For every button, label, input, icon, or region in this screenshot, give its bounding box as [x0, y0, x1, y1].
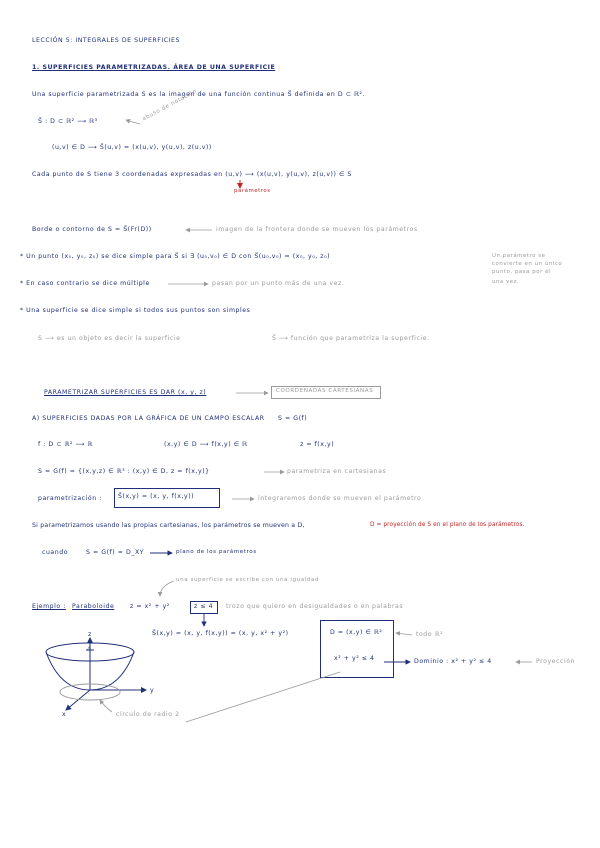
param-label: parametrización : [38, 495, 102, 502]
cuando-label: cuando [42, 549, 69, 556]
param-box-text: S⃗(x,y) = (x, y, f(x,y)) [118, 493, 195, 500]
borde-note: imagen de la frontera donde se mueven los parámetros [216, 226, 418, 233]
simple-note-4: una vez. [492, 279, 520, 285]
param-title: PARAMETRIZAR SUPERFICIES ES DAR (x, y, z) [44, 389, 207, 396]
cuando-note: plano de los parámetros [176, 549, 257, 555]
lesson-title: LECCIÓN 5: INTEGRALES DE SUPERFICIES [32, 37, 180, 44]
example-param: S⃗(x,y) = (x, y, f(x,y)) = (x, y, x² + y²) [152, 630, 289, 637]
f-map: f : D ⊂ ℝ² ⟶ ℝ [38, 441, 93, 448]
s-function-note: S⃗ ⟶ función que parametriza la superficie. [272, 335, 430, 342]
coordinates-line: Cada punto de S tiene 3 coordenadas expresadas en (u,v) ⟶ (x(u,v), y(u,v), z(u,v)) ∈ S [32, 171, 352, 178]
igualdad-note: una superficie se escribe con una igualdad [176, 577, 319, 583]
circle-note-arrow [100, 700, 112, 712]
example-dominio: Dominio : x² + y² ≤ 4 [414, 658, 492, 665]
paraboloid-sketch [46, 638, 146, 712]
s-object-note: S ⟶ es un objeto es decir la superficie [38, 335, 181, 342]
projection-circle [60, 684, 120, 700]
example-eq: z = x² + y² [130, 603, 170, 610]
todo-note: todo ℝ² [416, 631, 444, 638]
circle-to-domain-line [186, 672, 340, 722]
example-box-line1: D = (x,y) ∈ ℝ² [330, 629, 383, 636]
param-note: integraremos donde se mueven el parámetro [258, 495, 422, 502]
tick-z-label: 4 [87, 646, 92, 653]
cuando-eq: S = G(f) = D_XY [86, 549, 145, 556]
simple-note-2: convierte en un único [492, 261, 563, 267]
section-title: 1. SUPERFICIES PARAMETRIZADAS. ÁREA DE UNA SUPERFICIE [32, 64, 276, 71]
surface-simple-line: * Una superficie se dice simple si todos sus puntos son simples [20, 307, 251, 314]
cartesian-box-label: COORDENADAS CARTESIANAS [276, 388, 374, 394]
sub-a-title: A) SUPERFICIES DADAS POR LA GRÁFICA DE UN CAMPO ESCALAR [32, 415, 265, 422]
borde-label: Borde o contorno de S = S⃗(Fr(D)) [32, 226, 152, 233]
igualdad-arrow [160, 581, 174, 596]
z-eq: z = f(x,y) [300, 441, 335, 448]
abuso-note: abuso de notación [141, 88, 199, 123]
simple-point-line: * Un punto (x₀, y₀, z₀) se dice simple para S⃗ si ∃ (u₀,v₀) ∈ D con S⃗(u₀,v₀) = (x₀, y₀, z₀) [20, 253, 331, 260]
example-box-line2: x² + y² ≤ 4 [334, 655, 375, 662]
abuso-arrow [126, 120, 140, 124]
example-name: Paraboloide [72, 603, 115, 610]
f-rule: (x,y) ∈ D ⟶ f(x,y) ∈ ℝ [164, 441, 248, 448]
example-label: Ejemplo : [32, 603, 66, 610]
axis-y-label: y [150, 687, 155, 694]
definition-text: Una superficie parametrizada S es la imagen de una función continua S⃗ definida en D ⊂ ℝ². [32, 91, 365, 98]
x-axis [66, 690, 90, 710]
example-cond-note: trozo que quiero en desigualdades o en palabras [226, 603, 404, 610]
graph-note: parametriza en cartesianas [287, 468, 387, 475]
si-line: Si parametrizamos usando las propias cartesianas, los parámetros se mueven a D, [32, 522, 305, 529]
parametros-label: parámetros [234, 188, 271, 194]
axis-x-label: x [62, 711, 67, 718]
simple-note-1: Un parámetro se [492, 253, 546, 259]
proyeccion-note: Proyección [536, 658, 576, 665]
circle-note: círculo de radio 2 [116, 711, 180, 718]
si-line-red: D = proyección de S en el plano de los parámetros. [370, 522, 525, 528]
todo-arrow [396, 633, 412, 635]
example-cond: z ≤ 4 [194, 603, 214, 610]
sub-a-eq: S = G(f) [278, 415, 308, 422]
multiple-line: * En caso contrario se dice múltiple [20, 280, 150, 287]
graph-set: S = G(f) = {(x,y,z) ∈ ℝ³ : (x,y) ∈ D, z = f(x,y)} [38, 468, 210, 475]
axis-z-label: z [88, 631, 92, 638]
multiple-note: pasan por un punto más de una vez. [212, 280, 345, 287]
paraboloid-body [46, 652, 134, 690]
map-rule: (u,v) ∈ D ⟶ S⃗(u,v) = (x(u,v), y(u,v), z(u,v)) [52, 144, 212, 151]
map-domain: S⃗ : D ⊂ ℝ² ⟶ ℝ³ [38, 118, 98, 125]
simple-note-3: punto, pasa por él [492, 269, 552, 275]
